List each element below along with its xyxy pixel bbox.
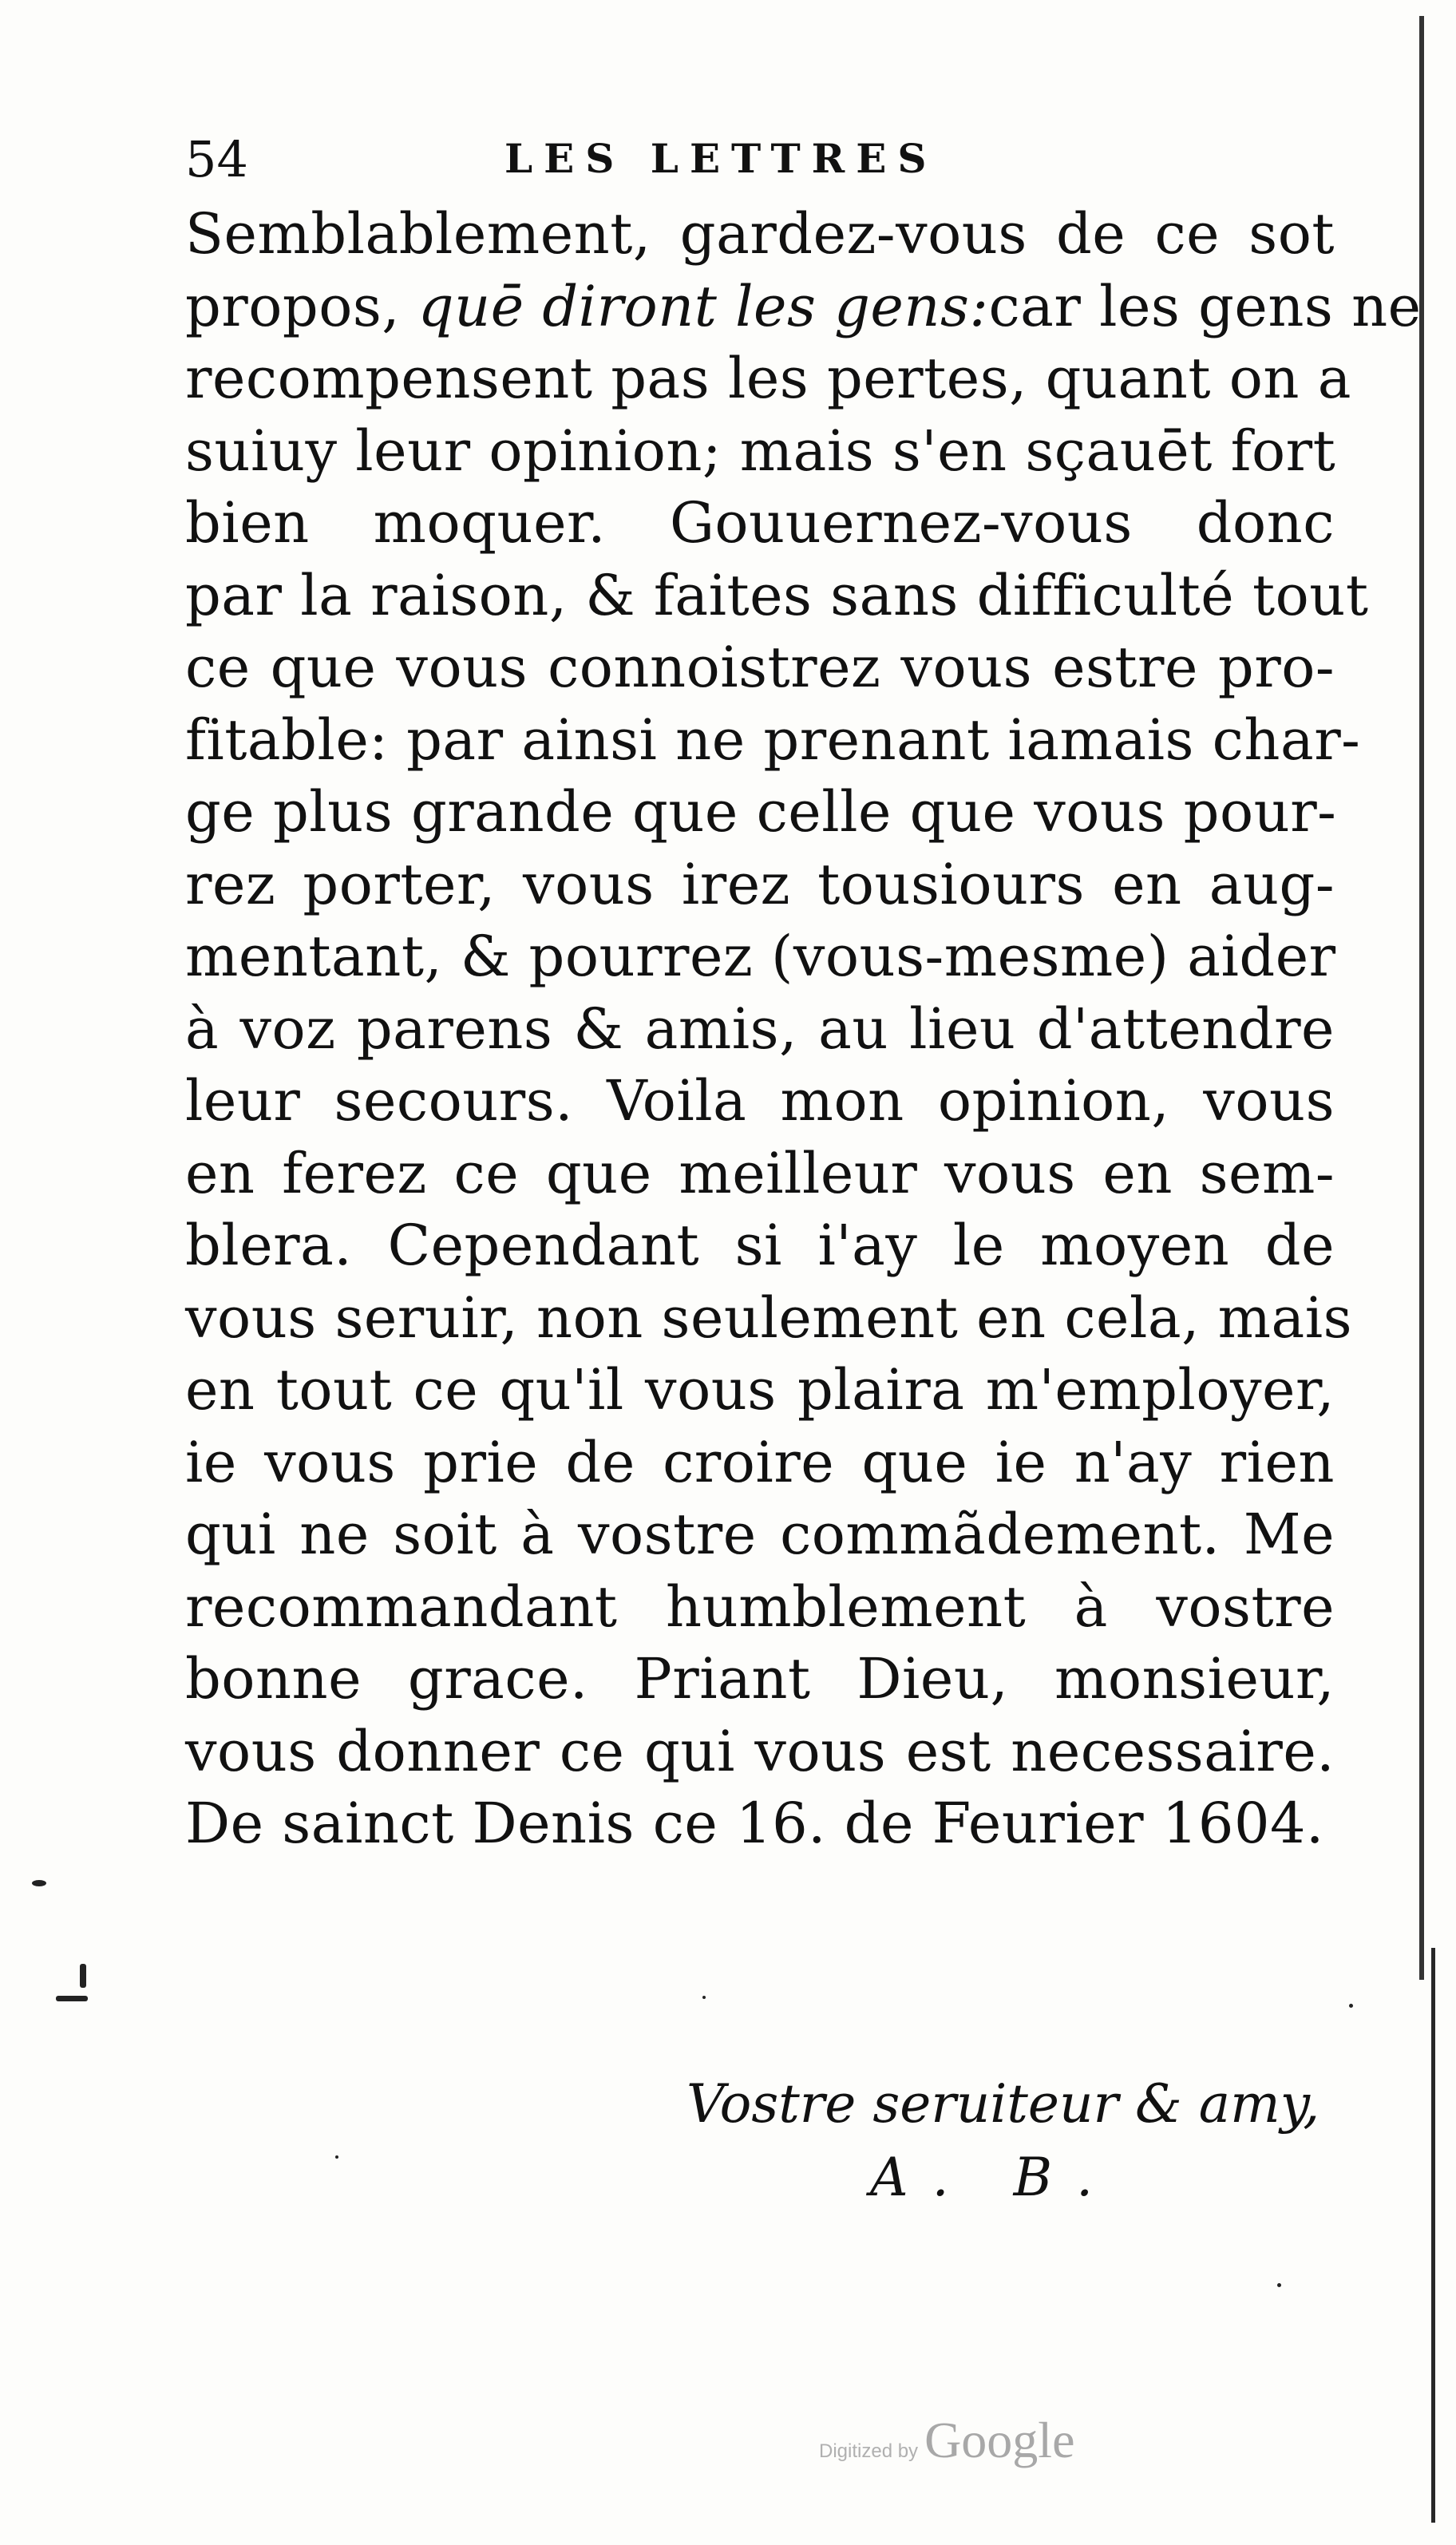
text-line: fitable: par ainsi ne prenant iamais char- — [185, 707, 1361, 773]
text-line: ce que vous connoistrez vous estre pro- — [185, 635, 1335, 700]
text-line — [185, 271, 1422, 343]
text-line: à voz parens & amis, au lieu d'attendre — [185, 995, 1335, 1062]
ink-speck — [335, 2155, 338, 2159]
google-logo: Google — [924, 2412, 1075, 2468]
text-line: vous seruir, non seulement en cela, mais — [185, 1284, 1353, 1351]
text-line: bien moquer. Gouuernez-vous donc — [185, 490, 1335, 556]
text-line: leur secours. Voila mon opinion, vous — [185, 1068, 1335, 1134]
text-line: recompensent pas les pertes, quant on a — [185, 346, 1351, 411]
ink-speck — [80, 1964, 86, 1988]
text-line: blera. Cependant si i'ay le moyen de — [185, 1213, 1335, 1278]
closing-salutation: Vostre seruiteur & amy, — [686, 2073, 1320, 2135]
text-line: par la raison, & faites sans difficulté tout — [185, 562, 1369, 628]
text-line: recommandant humblement à vostre — [185, 1573, 1335, 1640]
text-line: vous donner ce qui vous est necessaire. — [185, 1718, 1335, 1784]
text-line: ge plus grande que celle que vous pour- — [185, 779, 1337, 845]
signature-initials: A. B. — [870, 2147, 1118, 2208]
letter-body — [185, 198, 1422, 1860]
digitization-watermark — [819, 2411, 1074, 2470]
dateline: De sainct Denis ce 16. de Feurier 1604. — [185, 1791, 1324, 1856]
text-line: mentant, & pourrez (vous-mesme) aider — [185, 924, 1336, 989]
ink-speck — [56, 1996, 88, 2001]
text-line: suiuy leur opinion; mais s'en sçauēt fort — [185, 418, 1336, 484]
page-edge-rule-lower — [1431, 1948, 1435, 2523]
text-line: Semblablement, gardez-vous de ce sot — [185, 201, 1335, 267]
page-number: 54 — [185, 130, 248, 188]
page-header — [185, 128, 1319, 200]
text-line: en ferez ce que meilleur vous en sem- — [185, 1140, 1335, 1206]
text-line: bonne grace. Priant Dieu, monsieur, — [185, 1646, 1335, 1712]
ink-speck — [1277, 2283, 1281, 2287]
ink-speck — [32, 1880, 46, 1886]
running-head: LES LETTRES — [504, 135, 938, 182]
ink-speck — [702, 1996, 706, 1999]
text-line: rez porter, vous irez tousiours en aug- — [185, 851, 1335, 917]
text-line: en tout ce qu'il vous plaira m'employer, — [185, 1357, 1335, 1423]
ink-speck — [1349, 2004, 1353, 2008]
text-line: qui ne soit à vostre commãdement. Me — [185, 1502, 1335, 1567]
text-fragment: propos, — [185, 273, 418, 339]
text-fragment: car les gens ne — [988, 273, 1422, 339]
text-line: ie vous prie de croire que ie n'ay rien — [185, 1429, 1335, 1495]
signature-block — [686, 2068, 1325, 2215]
italic-phrase: quē diront les gens: — [417, 273, 989, 339]
watermark-prefix: Digitized by — [819, 2440, 919, 2462]
